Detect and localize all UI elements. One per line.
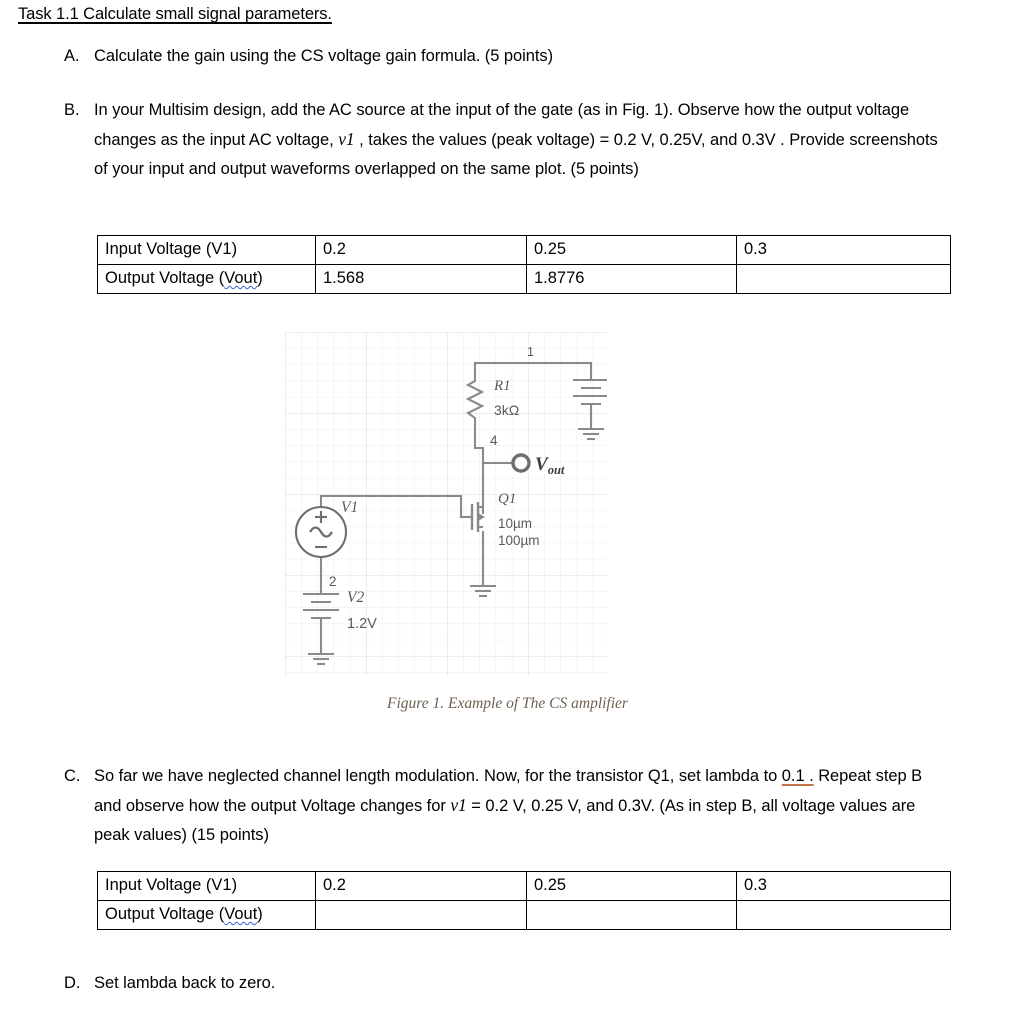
item-a-letter: A. xyxy=(64,47,80,65)
item-b-text-part1: In your Multisim design, add the AC source at the input of the gate (as in Fig. 1). Observe how the output voltage changes as the input AC voltage, xyxy=(94,101,910,149)
item-c-text-part2: Repeat step B and observe how the output Voltage changes for xyxy=(94,767,923,815)
node-2-label: 2 xyxy=(329,574,337,589)
r1-name-label: R1 xyxy=(494,378,511,394)
table2-row0-v3[interactable]: 0.3 xyxy=(737,872,951,901)
item-b-letter: B. xyxy=(64,101,80,119)
list-item-c xyxy=(64,762,939,850)
item-c-variable: v1 xyxy=(450,795,467,815)
table2-row1-label-head: Output Voltage ( xyxy=(105,905,225,923)
item-c-text-part3: = 0.2 V, 0.25 V, and 0.3V. (As in step B, all voltage values are peak values) (15 points) xyxy=(94,797,916,844)
ac-source-v1-symbol xyxy=(296,507,346,557)
table2-row1-v3[interactable] xyxy=(737,901,951,930)
q1-width-label: 10µm xyxy=(498,516,533,531)
table-row xyxy=(98,901,951,930)
table1-row0-v2[interactable]: 0.25 xyxy=(527,236,737,265)
table2-row0-v1[interactable]: 0.2 xyxy=(316,872,527,901)
q1-length-label: 100µm xyxy=(498,533,540,548)
list-item-b xyxy=(64,96,950,184)
table2-row1-v1[interactable] xyxy=(316,901,527,930)
table2-row1-label xyxy=(98,901,316,930)
item-d-text: Set lambda back to zero. xyxy=(94,974,276,992)
table1-row1-v1[interactable]: 1.568 xyxy=(316,265,527,294)
table1-row1-label-tail: ) xyxy=(257,269,263,287)
page-title: Task 1.1 Calculate small signal parameters. xyxy=(18,5,332,23)
item-c-text xyxy=(94,762,939,850)
table2-row1-v2[interactable] xyxy=(527,901,737,930)
table2-row0-v2[interactable]: 0.25 xyxy=(527,872,737,901)
item-c-letter: C. xyxy=(64,767,81,785)
figure-caption: Figure 1. Example of The CS amplifier xyxy=(387,695,628,712)
table2-row1-label-tail: ) xyxy=(257,905,263,923)
v1-name-label: V1 xyxy=(341,499,359,516)
table1-row1-v3[interactable] xyxy=(737,265,951,294)
table2-row0-label: Input Voltage (V1) xyxy=(98,872,316,901)
list-item-d xyxy=(64,969,494,998)
v2-value-label: 1.2V xyxy=(347,616,377,632)
table-row xyxy=(98,265,951,294)
vout-label: $V_{out}$ xyxy=(535,454,565,477)
table1-row1-label-head: Output Voltage ( xyxy=(105,269,225,287)
r1-value-label: 3kΩ xyxy=(494,402,520,418)
list-item-a xyxy=(64,42,694,71)
circuit-schematic-figure xyxy=(285,332,607,676)
voltage-table-c xyxy=(97,871,951,930)
item-b-text xyxy=(94,96,950,184)
table2-row1-label-spellcheck: Vout xyxy=(224,905,258,923)
table1-row0-v1[interactable]: 0.2 xyxy=(316,236,527,265)
voltage-table-b xyxy=(97,235,951,294)
table1-row1-v2[interactable]: 1.8776 xyxy=(527,265,737,294)
item-a-text: Calculate the gain using the CS voltage gain formula. (5 points) xyxy=(94,47,554,65)
table1-row1-label xyxy=(98,265,316,294)
item-b-variable: v1 xyxy=(338,129,355,149)
item-c-text-part1: So far we have neglected channel length modulation. Now, for the transistor Q1, set lambda to xyxy=(94,767,782,785)
node-1-label: 1 xyxy=(527,345,534,359)
item-b-text-part2: , takes the values (peak voltage) = 0.2 V, 0.25V, and 0.3V . Provide screenshots of your input and output waveforms overlapped on the same plot. (5 points) xyxy=(94,131,938,178)
schematic-grid-background xyxy=(285,332,607,676)
vout-terminal-icon xyxy=(513,455,529,471)
node-4-label: 4 xyxy=(490,433,498,448)
table-row xyxy=(98,236,951,265)
table1-row1-label-spellcheck: Vout xyxy=(224,269,258,287)
item-c-lambda-value: 0.1 . xyxy=(781,767,814,785)
item-d-letter: D. xyxy=(64,974,81,992)
table-row xyxy=(98,872,951,901)
table1-row0-v3[interactable]: 0.3 xyxy=(737,236,951,265)
q1-name-label: Q1 xyxy=(498,491,517,507)
v2-name-label: V2 xyxy=(347,589,365,606)
table1-row0-label: Input Voltage (V1) xyxy=(98,236,316,265)
